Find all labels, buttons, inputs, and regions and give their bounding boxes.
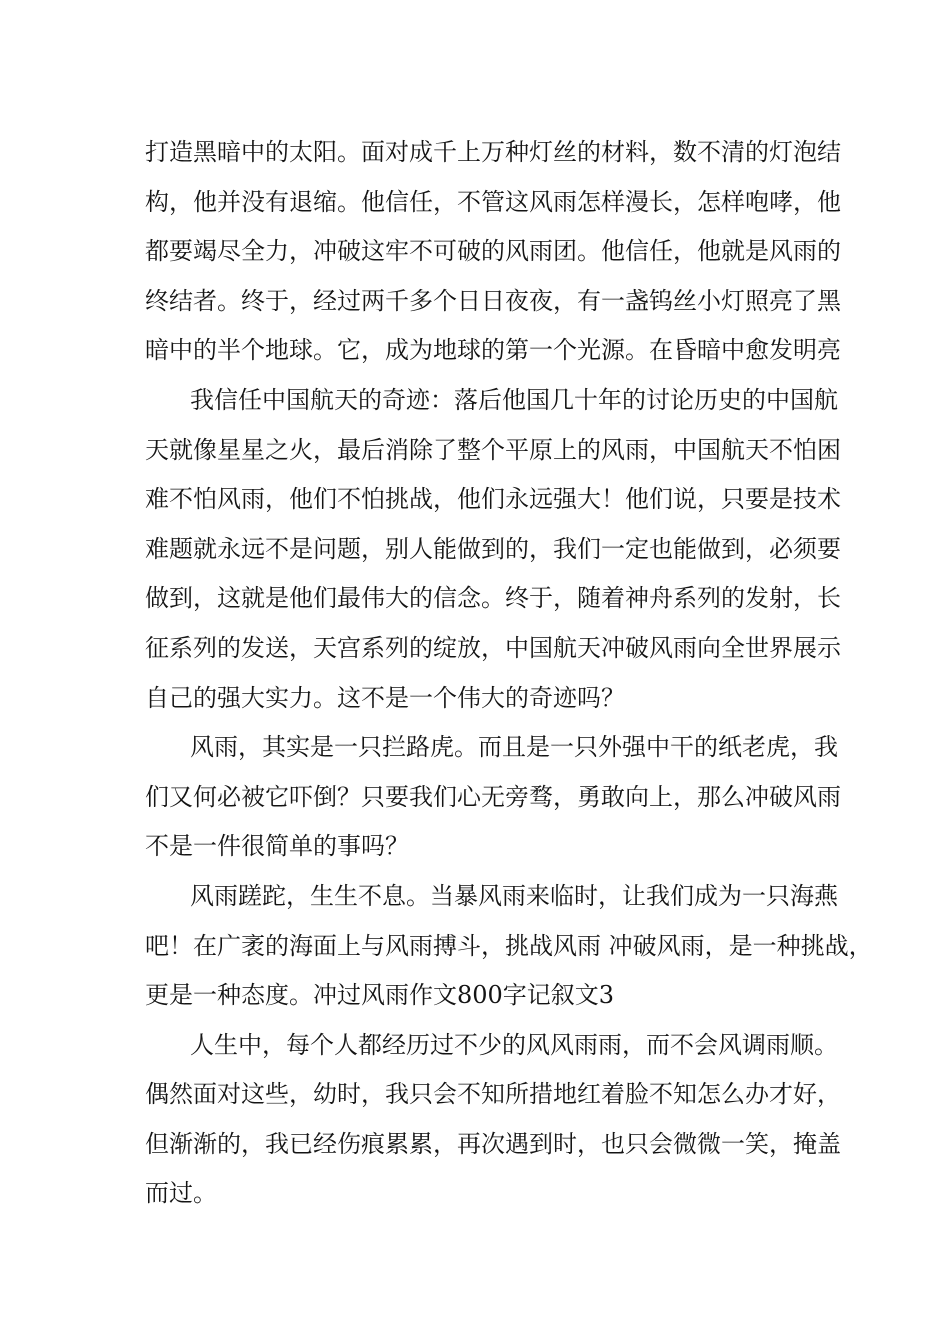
text-line: 终结者。终于，经过两千多个日日夜夜，有一盏钨丝小灯照亮了黑: [145, 286, 841, 315]
document-body: [145, 132, 873, 1223]
paragraph-life: [145, 1025, 841, 1223]
text-line: 不是一件很简单的事吗？: [145, 832, 409, 861]
text-line: 自己的强大实力。这不是一个伟大的奇迹吗？: [145, 683, 625, 712]
text-line: 难不怕风雨，他们不怕挑战，他们永远强大！他们说，只要是技术: [145, 485, 841, 514]
text-line: 做到，这就是他们最伟大的信念。终于，随着神舟系列的发射，长: [145, 584, 841, 613]
text-line: 难题就永远不是问题，别人能做到的，我们一定也能做到，必须要: [145, 534, 841, 563]
paragraph-paper-tiger: [145, 727, 841, 876]
text-line: 暗中的半个地球。它，成为地球的第一个光源。在昏暗中愈发明亮: [145, 336, 841, 365]
text-line: 但渐渐的，我已经伤痕累累，再次遇到时，也只会微微一笑，掩盖: [145, 1129, 841, 1158]
paragraph-petrel: [145, 876, 873, 1025]
text-line: 更是一种态度。冲过风雨作文800字记叙文3: [145, 981, 615, 1010]
text-line: 风雨，其实是一只拦路虎。而且是一只外强中干的纸老虎，我: [190, 733, 838, 762]
paragraph-china-space: [145, 380, 841, 727]
text-line: 而过。: [145, 1179, 217, 1208]
text-line: 们又何必被它吓倒？只要我们心无旁骛，勇敢向上，那么冲破风雨: [145, 782, 841, 811]
text-line: 构，他并没有退缩。他信任，不管这风雨怎样漫长，怎样咆哮，他: [145, 187, 841, 216]
text-line: 天就像星星之火，最后消除了整个平原上的风雨，中国航天不怕困: [145, 435, 841, 464]
text-line: 打造黑暗中的太阳。面对成千上万种灯丝的材料，数不清的灯泡结: [145, 138, 841, 166]
text-line: 人生中，每个人都经历过不少的风风雨雨，而不会风调雨顺。: [190, 1030, 838, 1059]
text-line: 吧！在广袤的海面上与风雨搏斗，挑战风雨 冲破风雨，是一种挑战，: [145, 931, 873, 960]
text-line: 风雨蹉跎，生生不息。当暴风雨来临时，让我们成为一只海燕: [190, 881, 838, 910]
text-line: 都要竭尽全力，冲破这牢不可破的风雨团。他信任，他就是风雨的: [145, 237, 841, 266]
text-line: 我信任中国航天的奇迹：落后他国几十年的讨论历史的中国航: [190, 385, 838, 414]
paragraph-edison: [145, 132, 841, 380]
text-line: 征系列的发送，天宫系列的绽放，中国航天冲破风雨向全世界展示: [145, 633, 841, 662]
text-line: 偶然面对这些，幼时，我只会不知所措地红着脸不知怎么办才好，: [145, 1080, 841, 1109]
